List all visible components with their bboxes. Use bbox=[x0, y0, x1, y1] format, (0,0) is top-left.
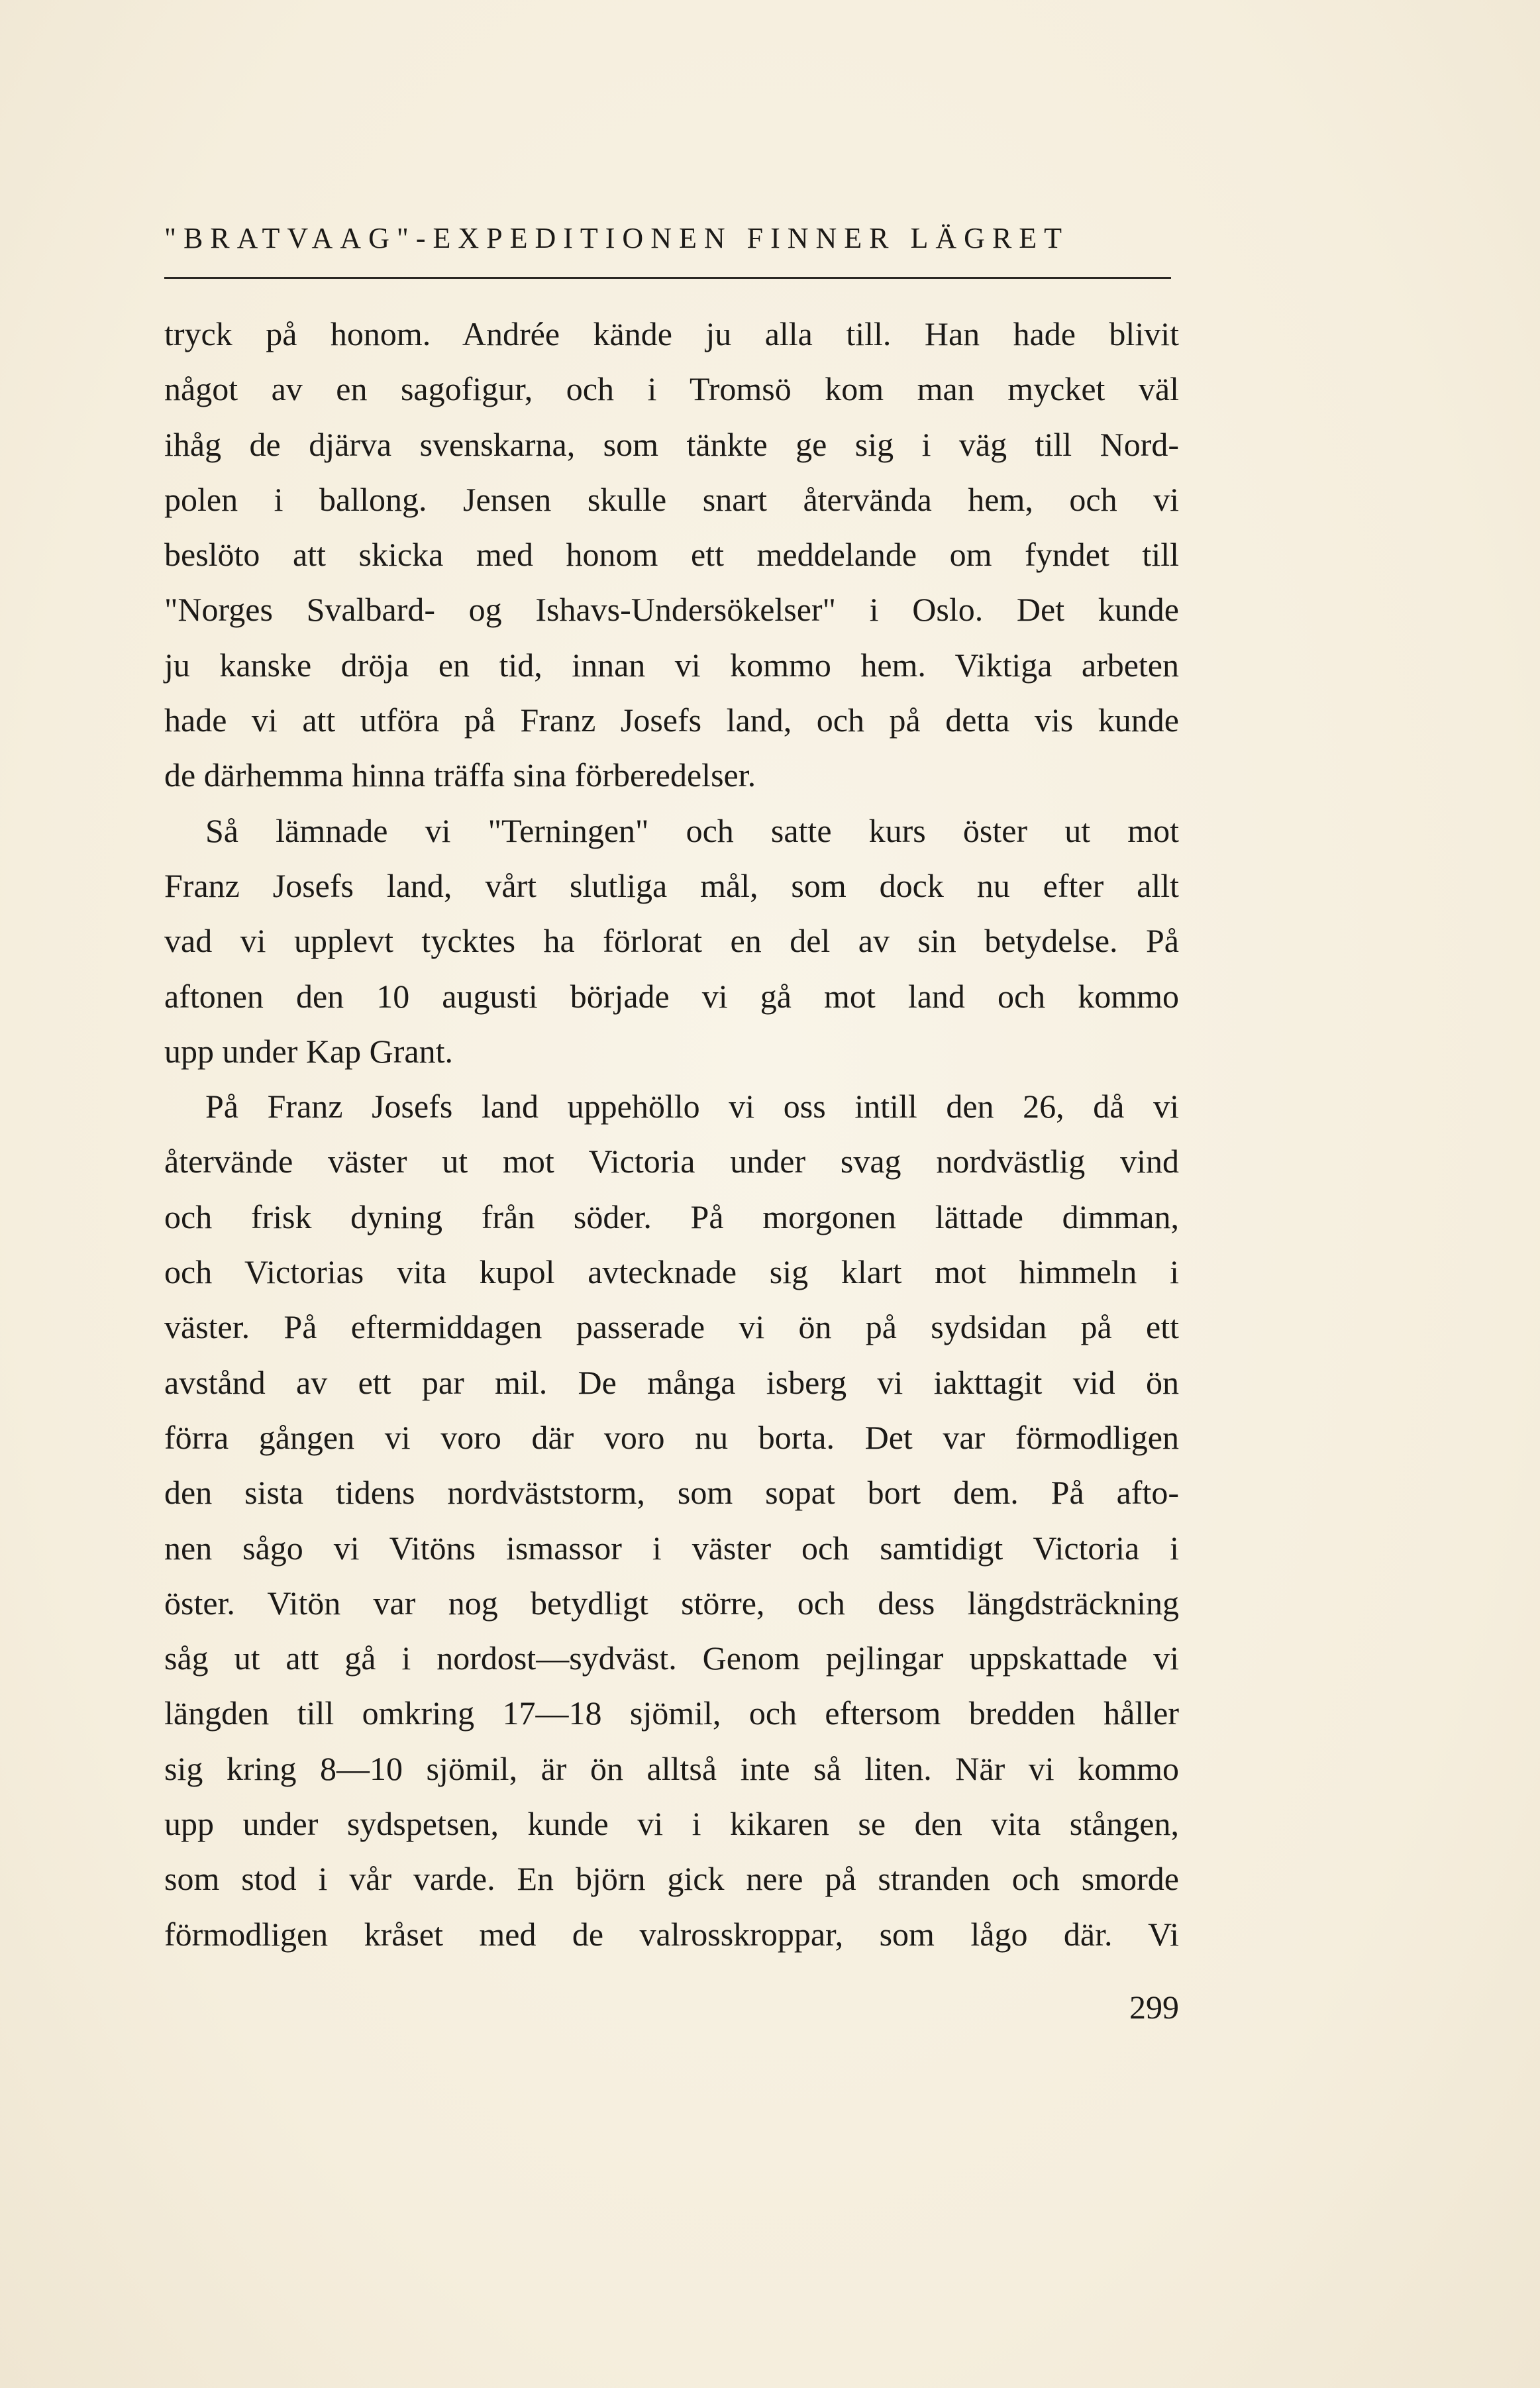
paragraph bbox=[164, 804, 1179, 1079]
text-line: något av en sagofigur, och i Tromsö kom man mycket väl bbox=[164, 370, 1179, 408]
text-line: vad vi upplevt tycktes ha förlorat en del av sin betydelse. På bbox=[164, 922, 1179, 960]
text-line: nen sågo vi Vitöns ismassor i väster och samtidigt Victoria i bbox=[164, 1529, 1179, 1567]
text-line: hade vi att utföra på Franz Josefs land, och på detta vis kunde bbox=[164, 701, 1179, 739]
page-number: 299 bbox=[1129, 1989, 1179, 2026]
text-line: den sista tidens nordväststorm, som sopat bort dem. På afto- bbox=[164, 1474, 1179, 1512]
text-line: upp under sydspetsen, kunde vi i kikaren se den vita stången, bbox=[164, 1805, 1179, 1843]
text-line: Så lämnade vi "Terningen" och satte kurs öster ut mot bbox=[205, 811, 1179, 849]
paragraph bbox=[164, 1079, 1179, 1962]
text-line: tryck på honom. Andrée kände ju alla till. Han hade blivit bbox=[164, 315, 1179, 352]
text-line: beslöto att skicka med honom ett meddelande om fyndet till bbox=[164, 536, 1179, 574]
running-head: "BRATVAAG"-EXPEDITIONEN FINNER LÄGRET bbox=[164, 222, 1070, 254]
text-line: och Victorias vita kupol avtecknade sig klart mot himmeln i bbox=[164, 1253, 1179, 1291]
text-line: förmodligen kråset med de valrosskroppar, som lågo där. Vi bbox=[164, 1915, 1179, 1953]
text-line: ihåg de djärva svenskarna, som tänkte ge sig i väg till Nord- bbox=[164, 425, 1179, 463]
text-line: förra gången vi voro där voro nu borta. Det var förmodligen bbox=[164, 1418, 1179, 1456]
text-line: Franz Josefs land, vårt slutliga mål, som dock nu efter allt bbox=[164, 866, 1179, 904]
text-line: aftonen den 10 augusti började vi gå mot land och kommo bbox=[164, 977, 1179, 1015]
text-line: och frisk dyning från söder. På morgonen lättade dimman, bbox=[164, 1198, 1179, 1235]
text-line: polen i ballong. Jensen skulle snart återvända hem, och vi bbox=[164, 480, 1179, 518]
text-line: öster. Vitön var nog betydligt större, och dess längdsträckning bbox=[164, 1584, 1179, 1622]
text-line: såg ut att gå i nordost—sydväst. Genom pejlingar uppskattade vi bbox=[164, 1639, 1179, 1677]
body-text bbox=[164, 307, 1179, 1962]
text-line: längden till omkring 17—18 sjömil, och eftersom bredden håller bbox=[164, 1694, 1179, 1732]
text-line: På Franz Josefs land uppehöllo vi oss intill den 26, då vi bbox=[205, 1088, 1179, 1125]
text-line: de därhemma hinna träffa sina förberedelser. bbox=[164, 756, 756, 794]
text-line: ju kanske dröja en tid, innan vi kommo hem. Viktiga arbeten bbox=[164, 646, 1179, 684]
text-line: upp under Kap Grant. bbox=[164, 1032, 453, 1070]
text-line: återvände väster ut mot Victoria under svag nordvästlig vind bbox=[164, 1143, 1179, 1180]
text-line: avstånd av ett par mil. De många isberg vi iakttagit vid ön bbox=[164, 1363, 1179, 1401]
text-line: sig kring 8—10 sjömil, är ön alltså inte så liten. När vi kommo bbox=[164, 1749, 1179, 1787]
header-rule bbox=[164, 277, 1171, 279]
text-line: "Norges Svalbard- og Ishavs-Undersökelser" i Oslo. Det kunde bbox=[164, 591, 1179, 629]
text-line: som stod i vår varde. En björn gick nere på stranden och smorde bbox=[164, 1860, 1179, 1898]
paragraph bbox=[164, 307, 1179, 804]
text-line: väster. På eftermiddagen passerade vi ön på sydsidan på ett bbox=[164, 1308, 1179, 1346]
